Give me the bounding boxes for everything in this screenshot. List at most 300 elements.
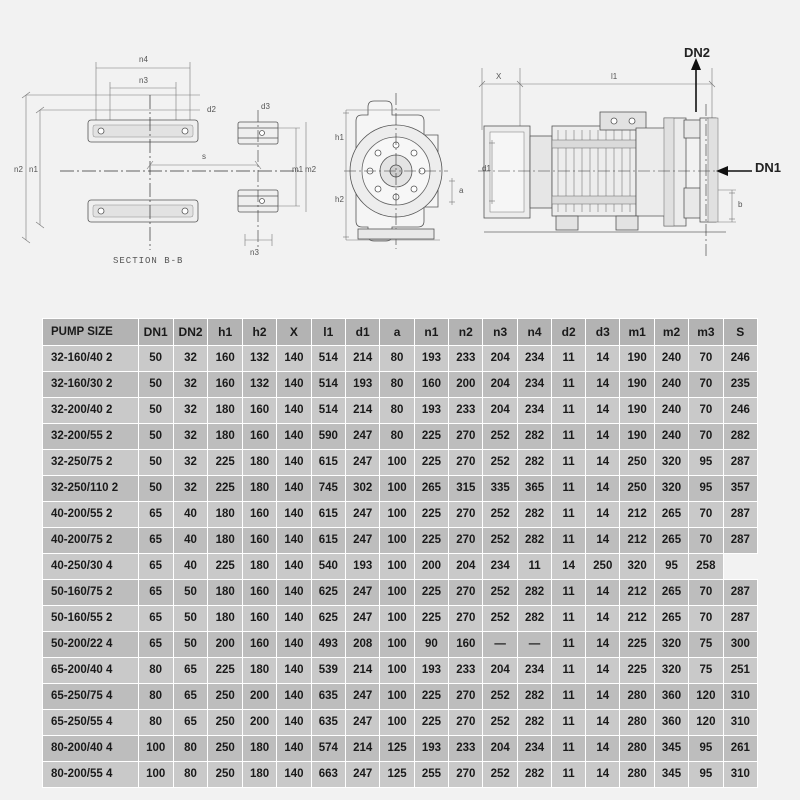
table-cell: 14: [586, 346, 620, 372]
table-cell: 65: [138, 502, 173, 528]
table-cell: 11: [552, 684, 586, 710]
table-cell: 225: [208, 658, 242, 684]
table-cell: 345: [654, 762, 688, 788]
table-cell: 70: [689, 580, 723, 606]
table-cell: 11: [552, 450, 586, 476]
table-cell: 247: [345, 424, 379, 450]
pump-size-cell: 65-250/75 4: [43, 684, 139, 710]
table-cell: 270: [449, 606, 483, 632]
table-cell: 233: [449, 658, 483, 684]
table-cell: 204: [483, 658, 517, 684]
table-cell: 140: [277, 762, 311, 788]
table-row: [43, 684, 758, 710]
table-cell: 250: [620, 476, 654, 502]
table-cell: 234: [517, 346, 551, 372]
table-cell: 625: [311, 606, 345, 632]
table-cell: 65: [138, 606, 173, 632]
table-cell: 225: [414, 424, 448, 450]
table-cell: 193: [414, 736, 448, 762]
table-cell: 100: [380, 658, 414, 684]
table-cell: 40: [173, 554, 208, 580]
table-cell: 310: [723, 710, 757, 736]
table-cell: 14: [586, 684, 620, 710]
table-cell: 160: [242, 424, 276, 450]
table-cell: 11: [552, 424, 586, 450]
table-cell: 234: [517, 658, 551, 684]
table-cell: 270: [449, 710, 483, 736]
table-cell: 140: [277, 476, 311, 502]
table-cell: 160: [208, 372, 242, 398]
table-cell: 625: [311, 580, 345, 606]
table-cell: 574: [311, 736, 345, 762]
table-cell: 287: [723, 606, 757, 632]
table-cell: 320: [654, 476, 688, 502]
pump-size-cell: 32-250/110 2: [43, 476, 139, 502]
table-cell: 140: [277, 398, 311, 424]
table-row: [43, 476, 758, 502]
table-cell: 745: [311, 476, 345, 502]
table-cell: 280: [620, 736, 654, 762]
dim-label-d3: d3: [261, 102, 270, 111]
table-cell: 190: [620, 372, 654, 398]
table-cell: 11: [552, 658, 586, 684]
dim-label-s: s: [202, 152, 206, 161]
table-cell: 514: [311, 372, 345, 398]
pump-size-cell: 32-200/40 2: [43, 398, 139, 424]
table-cell: 11: [552, 476, 586, 502]
table-cell: 100: [138, 762, 173, 788]
table-cell: 180: [208, 528, 242, 554]
table-cell: 255: [414, 762, 448, 788]
pump-size-cell: 32-200/55 2: [43, 424, 139, 450]
table-cell: 357: [723, 476, 757, 502]
table-row: [43, 450, 758, 476]
table-cell: 80: [138, 710, 173, 736]
table-cell: 200: [208, 632, 242, 658]
pump-size-cell: 32-160/40 2: [43, 346, 139, 372]
table-cell: 252: [483, 528, 517, 554]
table-cell: 225: [208, 450, 242, 476]
table-cell: 14: [586, 476, 620, 502]
table-cell: 200: [242, 684, 276, 710]
table-cell: 160: [242, 632, 276, 658]
table-cell: 251: [723, 658, 757, 684]
table-cell: 11: [552, 346, 586, 372]
table-cell: 140: [277, 736, 311, 762]
table-cell: 234: [483, 554, 517, 580]
table-cell: 140: [277, 710, 311, 736]
pump-size-cell: 80-200/40 4: [43, 736, 139, 762]
table-cell: 247: [345, 450, 379, 476]
table-cell: 252: [483, 450, 517, 476]
pump-size-cell: 80-200/55 4: [43, 762, 139, 788]
table-cell: 100: [380, 476, 414, 502]
table-cell: 265: [654, 502, 688, 528]
table-cell: 65: [173, 710, 208, 736]
table-cell: 50: [138, 476, 173, 502]
table-cell: 140: [277, 684, 311, 710]
table-cell: 287: [723, 502, 757, 528]
table-cell: 233: [449, 346, 483, 372]
table-cell: 345: [654, 736, 688, 762]
table-row: [43, 736, 758, 762]
table-cell: —: [483, 632, 517, 658]
table-row: [43, 346, 758, 372]
table-cell: 265: [654, 606, 688, 632]
table-cell: 50: [138, 372, 173, 398]
table-cell: 14: [586, 372, 620, 398]
table-row: [43, 710, 758, 736]
table-row: [43, 424, 758, 450]
table-cell: 493: [311, 632, 345, 658]
table-cell: 80: [380, 372, 414, 398]
table-cell: 282: [517, 710, 551, 736]
table-cell: 250: [208, 736, 242, 762]
table-cell: 615: [311, 450, 345, 476]
table-cell: 160: [414, 372, 448, 398]
table-cell: 180: [208, 606, 242, 632]
column-header-m2: m2: [654, 319, 688, 346]
table-cell: 125: [380, 736, 414, 762]
table-cell: 225: [208, 554, 242, 580]
table-cell: 360: [654, 710, 688, 736]
column-header-d2: d2: [552, 319, 586, 346]
pump-size-cell: 65-200/40 4: [43, 658, 139, 684]
table-cell: 180: [208, 398, 242, 424]
table-cell: 204: [483, 736, 517, 762]
dim-label-d2: d2: [207, 105, 216, 114]
table-cell: 282: [517, 528, 551, 554]
table-cell: 300: [723, 632, 757, 658]
table-cell: 208: [345, 632, 379, 658]
column-header-s: S: [723, 319, 757, 346]
table-cell: 100: [380, 450, 414, 476]
table-cell: 80: [173, 736, 208, 762]
table-cell: 32: [173, 450, 208, 476]
table-cell: 180: [242, 450, 276, 476]
table-cell: 100: [380, 502, 414, 528]
table-cell: 100: [380, 528, 414, 554]
table-cell: 50: [138, 450, 173, 476]
table-cell: 252: [483, 762, 517, 788]
table-cell: 160: [242, 398, 276, 424]
table-cell: 282: [517, 762, 551, 788]
table-cell: 120: [689, 684, 723, 710]
table-row: [43, 658, 758, 684]
table-cell: 225: [414, 528, 448, 554]
table-cell: 140: [277, 450, 311, 476]
table-cell: 32: [173, 398, 208, 424]
table-cell: 193: [414, 398, 448, 424]
table-cell: 247: [345, 502, 379, 528]
table-cell: 32: [173, 424, 208, 450]
table-cell: 225: [414, 606, 448, 632]
table-cell: 132: [242, 372, 276, 398]
table-cell: 180: [242, 658, 276, 684]
technical-drawing: [0, 0, 800, 300]
dim-label-h1: h1: [335, 133, 344, 142]
column-header-x: X: [277, 319, 311, 346]
table-cell: 252: [483, 606, 517, 632]
table-cell: 225: [620, 632, 654, 658]
table-cell: 225: [414, 710, 448, 736]
pump-size-cell: 40-200/55 2: [43, 502, 139, 528]
table-cell: 310: [723, 762, 757, 788]
pump-size-cell: 65-250/55 4: [43, 710, 139, 736]
table-cell: 95: [689, 450, 723, 476]
column-header-n2: n2: [449, 319, 483, 346]
table-cell: 212: [620, 606, 654, 632]
table-cell: 225: [414, 502, 448, 528]
table-cell: 80: [173, 762, 208, 788]
table-cell: 100: [380, 554, 414, 580]
pump-size-cell: 40-250/30 4: [43, 554, 139, 580]
dim-label-b: b: [738, 200, 743, 209]
column-header-h1: h1: [208, 319, 242, 346]
drawing-svg: [0, 0, 800, 300]
table-cell: 180: [242, 736, 276, 762]
table-cell: 32: [173, 372, 208, 398]
column-header-a: a: [380, 319, 414, 346]
table-cell: 247: [345, 606, 379, 632]
table-cell: 11: [552, 502, 586, 528]
column-header-m1: m1: [620, 319, 654, 346]
table-cell: 240: [654, 346, 688, 372]
table-cell: 190: [620, 346, 654, 372]
table-cell: 270: [449, 528, 483, 554]
table-cell: 270: [449, 762, 483, 788]
table-cell: 252: [483, 580, 517, 606]
table-cell: 65: [138, 554, 173, 580]
table-cell: 100: [380, 710, 414, 736]
table-cell: 635: [311, 710, 345, 736]
column-header-m3: m3: [689, 319, 723, 346]
table-cell: 287: [723, 450, 757, 476]
table-cell: 247: [345, 684, 379, 710]
table-header-row: [43, 319, 758, 346]
dimension-table-wrapper: [42, 318, 758, 788]
table-cell: 320: [654, 632, 688, 658]
table-cell: 282: [517, 580, 551, 606]
table-cell: 65: [138, 632, 173, 658]
table-cell: 250: [620, 450, 654, 476]
table-cell: 50: [138, 398, 173, 424]
table-cell: 214: [345, 346, 379, 372]
table-cell: 193: [414, 658, 448, 684]
table-cell: 160: [242, 502, 276, 528]
table-cell: 365: [517, 476, 551, 502]
table-cell: 80: [380, 398, 414, 424]
table-cell: 11: [552, 762, 586, 788]
table-cell: 212: [620, 528, 654, 554]
table-cell: 282: [517, 606, 551, 632]
table-cell: 270: [449, 450, 483, 476]
table-cell: 320: [654, 658, 688, 684]
table-cell: 14: [552, 554, 586, 580]
table-cell: 240: [654, 372, 688, 398]
table-cell: 315: [449, 476, 483, 502]
table-cell: 70: [689, 346, 723, 372]
table-cell: 252: [483, 710, 517, 736]
section-label: SECTION B-B: [113, 256, 184, 266]
dim-label-m1: m1: [292, 165, 304, 174]
table-cell: 160: [208, 346, 242, 372]
table-cell: 50: [138, 424, 173, 450]
table-cell: 132: [242, 346, 276, 372]
table-cell: 180: [242, 762, 276, 788]
table-cell: 11: [552, 710, 586, 736]
table-cell: 252: [483, 424, 517, 450]
table-cell: 32: [173, 346, 208, 372]
table-cell: —: [517, 632, 551, 658]
table-cell: 14: [586, 528, 620, 554]
table-cell: 287: [723, 528, 757, 554]
table-cell: 11: [552, 372, 586, 398]
table-cell: 234: [517, 398, 551, 424]
table-cell: 11: [517, 554, 551, 580]
table-cell: 250: [586, 554, 620, 580]
table-cell: 70: [689, 502, 723, 528]
table-cell: 140: [277, 606, 311, 632]
table-cell: 234: [517, 372, 551, 398]
table-cell: 270: [449, 502, 483, 528]
table-cell: 514: [311, 398, 345, 424]
column-header-n4: n4: [517, 319, 551, 346]
table-cell: 140: [277, 528, 311, 554]
table-cell: 234: [517, 736, 551, 762]
table-cell: 95: [689, 476, 723, 502]
table-cell: 204: [483, 372, 517, 398]
table-cell: 320: [654, 450, 688, 476]
table-cell: 180: [208, 580, 242, 606]
dim-label-n1: n1: [29, 165, 38, 174]
table-row: [43, 398, 758, 424]
pump-size-cell: 32-250/75 2: [43, 450, 139, 476]
table-cell: 160: [449, 632, 483, 658]
table-cell: 70: [689, 398, 723, 424]
column-header-d3: d3: [586, 319, 620, 346]
dim-label-m2: m2: [305, 165, 317, 174]
table-cell: 75: [689, 632, 723, 658]
table-cell: 11: [552, 398, 586, 424]
table-cell: 100: [380, 684, 414, 710]
table-cell: 280: [620, 684, 654, 710]
table-cell: 212: [620, 580, 654, 606]
table-cell: 140: [277, 502, 311, 528]
table-cell: 190: [620, 398, 654, 424]
table-cell: 160: [242, 580, 276, 606]
table-body: [43, 346, 758, 788]
table-cell: 193: [414, 346, 448, 372]
table-cell: 11: [552, 736, 586, 762]
column-header-l1: l1: [311, 319, 345, 346]
table-cell: 140: [277, 424, 311, 450]
dim-label-h2: h2: [335, 195, 344, 204]
column-header-dn2: DN2: [173, 319, 208, 346]
table-cell: 65: [173, 684, 208, 710]
table-cell: 70: [689, 606, 723, 632]
table-cell: 200: [242, 710, 276, 736]
table-cell: 240: [654, 424, 688, 450]
table-cell: 160: [242, 606, 276, 632]
table-cell: 180: [208, 424, 242, 450]
table-cell: 32: [173, 476, 208, 502]
table-row: [43, 632, 758, 658]
column-header-h2: h2: [242, 319, 276, 346]
table-cell: 40: [173, 528, 208, 554]
table-cell: 14: [586, 398, 620, 424]
table-cell: 100: [138, 736, 173, 762]
table-cell: 615: [311, 502, 345, 528]
table-cell: 100: [380, 580, 414, 606]
table-cell: 514: [311, 346, 345, 372]
table-cell: 200: [414, 554, 448, 580]
table-cell: 65: [173, 658, 208, 684]
table-cell: 50: [173, 580, 208, 606]
table-cell: 14: [586, 710, 620, 736]
table-cell: 302: [345, 476, 379, 502]
table-cell: 233: [449, 398, 483, 424]
column-header-n3: n3: [483, 319, 517, 346]
table-cell: 140: [277, 346, 311, 372]
table-cell: 615: [311, 528, 345, 554]
table-cell: 280: [620, 710, 654, 736]
table-cell: 225: [620, 658, 654, 684]
table-cell: 310: [723, 684, 757, 710]
table-header: [43, 319, 758, 346]
table-cell: 252: [483, 684, 517, 710]
table-cell: 282: [517, 684, 551, 710]
table-cell: 320: [620, 554, 654, 580]
table-cell: 258: [689, 554, 723, 580]
table-cell: 140: [277, 580, 311, 606]
table-cell: 100: [380, 632, 414, 658]
table-cell: 233: [449, 736, 483, 762]
table-cell: 14: [586, 580, 620, 606]
table-cell: 70: [689, 424, 723, 450]
table-cell: 50: [138, 346, 173, 372]
table-cell: 270: [449, 684, 483, 710]
dim-label-l1: l1: [611, 72, 618, 81]
table-row: [43, 554, 758, 580]
table-cell: 190: [620, 424, 654, 450]
dim-label-n3-bottom: n3: [250, 248, 259, 257]
dim-label-x: X: [496, 72, 502, 81]
table-cell: 70: [689, 372, 723, 398]
table-cell: 193: [345, 372, 379, 398]
pump-size-cell: 32-160/30 2: [43, 372, 139, 398]
table-cell: 11: [552, 580, 586, 606]
dim-label-n2: n2: [14, 165, 23, 174]
pump-size-cell: 40-200/75 2: [43, 528, 139, 554]
table-cell: 240: [654, 398, 688, 424]
table-cell: 80: [138, 658, 173, 684]
table-cell: 282: [517, 450, 551, 476]
dim-label-n3: n3: [139, 76, 148, 85]
table-cell: 204: [483, 346, 517, 372]
table-row: [43, 762, 758, 788]
table-cell: 95: [689, 762, 723, 788]
table-cell: 204: [483, 398, 517, 424]
table-cell: 90: [414, 632, 448, 658]
table-cell: 204: [449, 554, 483, 580]
table-cell: 50: [173, 606, 208, 632]
table-cell: 70: [689, 528, 723, 554]
table-cell: 270: [449, 424, 483, 450]
table-cell: 14: [586, 450, 620, 476]
table-cell: 212: [620, 502, 654, 528]
column-header-pump-size: PUMP SIZE: [43, 319, 139, 346]
